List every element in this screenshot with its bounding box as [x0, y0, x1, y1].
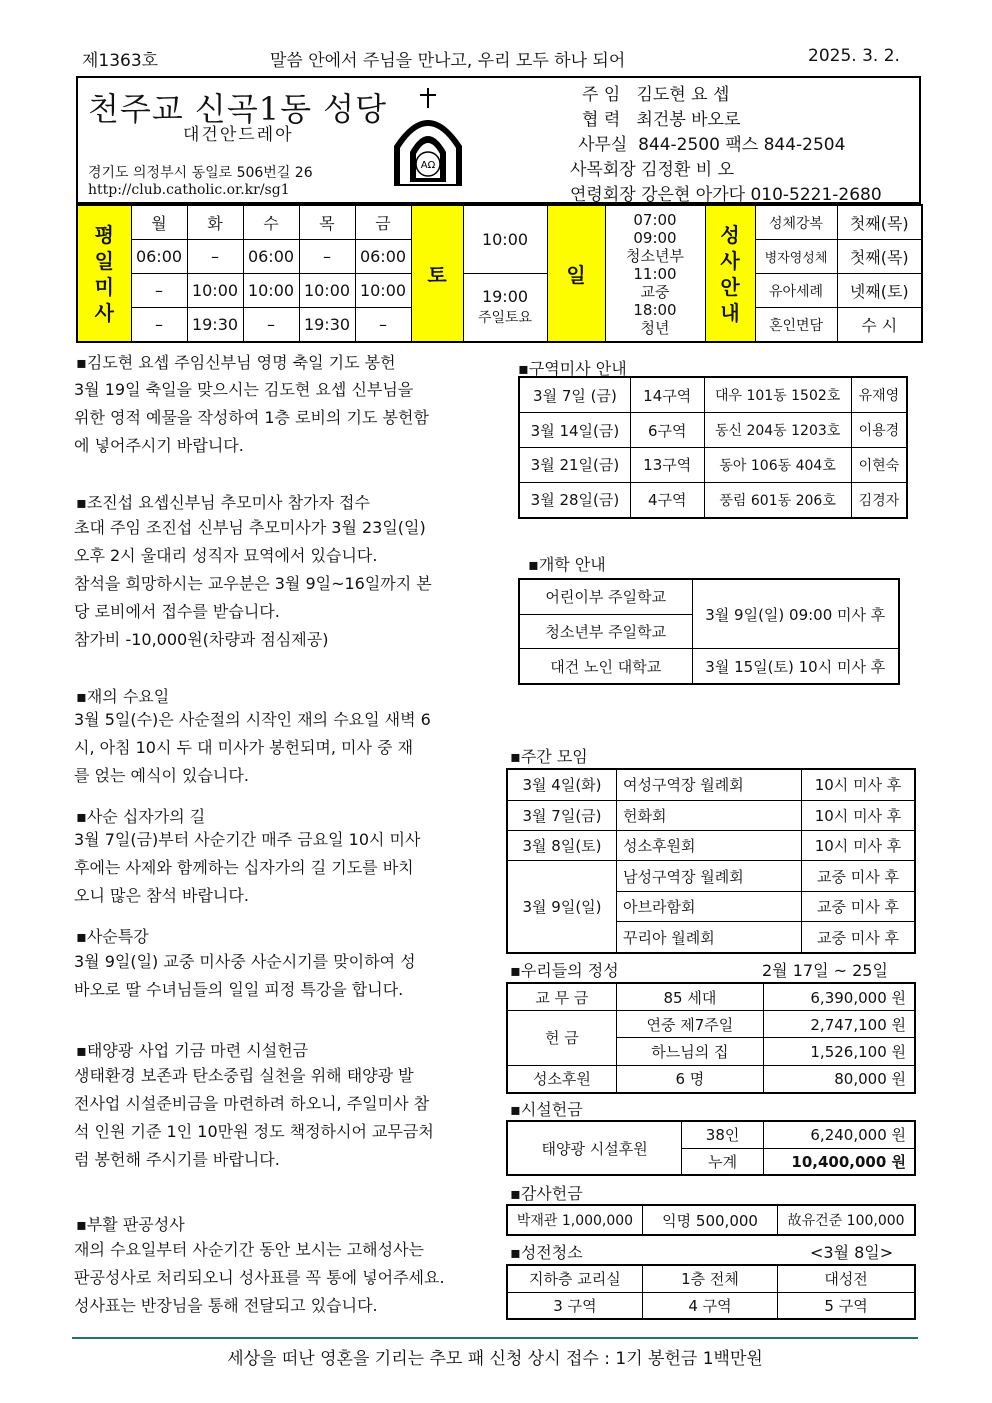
offering-title: ▪우리들의 정성 [510, 961, 619, 980]
logo-letters: AΩ [420, 160, 436, 171]
church-title: 천주교 신곡1동 성당 [88, 90, 387, 128]
offering-table: 교 무 금 85 세대 6,390,000 원 헌 금 연중 제7주일 2,747,100 원 하느님의 집 1,526,100 원 성소후원 6 명 80,000 원 [506, 982, 916, 1094]
thanks-title: ▪감사헌금 [510, 1184, 583, 1203]
notice-title: ▪김도현 요셉 주임신부님 영명 축일 기도 봉헌 [76, 353, 396, 372]
mass-time: 10:00 [299, 274, 355, 308]
mass-schedule-table [76, 204, 923, 343]
staff-name: 김도현 요 셉 [636, 85, 730, 105]
staff-name: 최건봉 바오로 [636, 110, 741, 130]
staff-name: 강은현 아가다 010-5221-2680 [641, 185, 882, 205]
mass-time: 19:30 [187, 308, 243, 343]
notice-body: 3월 9일(일) 교중 미사중 사순시기를 맞이하여 성 바오로 딸 수녀님들의 일일 피정 특강을 합니다. [74, 952, 416, 999]
mass-time: – [131, 274, 187, 308]
day-header: 화 [187, 205, 243, 240]
sacrament-guide-label: 성 사 안 내 [705, 205, 755, 342]
saturday-label: 토 [411, 205, 463, 342]
notice-body: 재의 수요일부터 사순기간 동안 보시는 고해성사는 판공성사로 처리되오니 성사표를 꼭 통에 넣어주세요. 성사표는 반장님을 통해 전달되고 있습니다. [74, 1240, 445, 1315]
weekly-title: ▪주간 모임 [510, 747, 588, 766]
thanks-table: 박재관 1,000,000 익명 500,000 故유건준 100,000 [506, 1204, 916, 1236]
guide-value: 첫째(목) [837, 240, 922, 274]
day-header: 월 [131, 205, 187, 240]
guide-item: 병자영성체 [755, 240, 837, 274]
mass-time: – [243, 308, 299, 343]
church-header [76, 76, 921, 204]
church-url[interactable]: http://club.catholic.or.kr/sg1 [88, 182, 290, 198]
sunday-times: 07:00 09:00 청소년부 11:00 교중 18:00 청년 [605, 205, 705, 342]
cleaning-date: <3월 8일> [810, 1243, 894, 1262]
notice-body: 3월 19일 축일을 맞으시는 김도현 요셉 신부님을 위한 영적 예물을 작성하여 1층 로비의 기도 봉헌함 에 넣어주시기 바랍니다. [74, 380, 429, 455]
mass-time: 19:30 [299, 308, 355, 343]
notice-title: ▪태양광 사업 기금 마련 시설헌금 [76, 1041, 309, 1060]
district-mass-table: 3월 7일 (금) 14구역 대우 101동 1502호 유재영 3월 14일(금) 6구역 동신 204동 1203호 이용경 3월 21일(금) 13구역 동아 106동 404호 이현숙 3월 28일(금) 4구역 풍림 601동 206호 김경자 [518, 376, 908, 519]
notice-body: 3월 7일(금)부터 사순기간 매주 금요일 10시 미사 후에는 사제와 함께하는 십자가의 길 기도를 바치 오니 많은 참석 바랍니다. [74, 830, 421, 905]
mass-time: 10:00 [355, 274, 411, 308]
notice-title: ▪조진섭 요셉신부님 추모미사 참가자 접수 [76, 493, 370, 512]
guide-value: 넷째(토) [837, 274, 922, 308]
staff-name: 김정환 비 오 [641, 160, 735, 180]
guide-value: 수 시 [837, 308, 922, 343]
mass-time: 10:00 [187, 274, 243, 308]
footer-divider [72, 1337, 918, 1339]
mass-time: 06:00 [131, 240, 187, 274]
staff-role: 사목회장 [570, 160, 636, 180]
weekly-table: 3월 4일(화) 여성구역장 월례회 10시 미사 후 3월 7일(금) 헌화회 10시 미사 후 3월 8일(토) 성소후원회 10시 미사 후 3월 9일(일) 남성구역장 월례회 교중 미사 후 아브라함회 교중 미사 후 꾸리아 월례회 교중 미사 후 [506, 768, 916, 954]
mass-time: – [187, 240, 243, 274]
day-header: 목 [299, 205, 355, 240]
sunday-label: 일 [547, 205, 605, 342]
staff-role: 주 임 [582, 85, 621, 105]
staff-role: 연령회장 [570, 185, 636, 205]
footer-notice: 세상을 떠난 영혼을 기리는 추모 패 신청 상시 접수 : 1기 봉헌금 1백만원 [227, 1349, 763, 1369]
church-patron: 대건안드레아 [183, 125, 294, 145]
day-header: 수 [243, 205, 299, 240]
mass-time: 06:00 [243, 240, 299, 274]
guide-value: 첫째(목) [837, 205, 922, 240]
notice-title: ▪재의 수요일 [76, 687, 170, 706]
cleaning-title: ▪성전청소 [510, 1243, 583, 1262]
mass-time: – [355, 308, 411, 343]
mass-time: 06:00 [355, 240, 411, 274]
weekday-mass-label: 평 일 미 사 [77, 205, 131, 342]
district-mass-title: ▪구역미사 안내 [518, 359, 627, 378]
saturday-evening: 19:00 주일토요 [463, 274, 547, 343]
offering-period: 2월 17일 ~ 25일 [762, 961, 888, 980]
guide-item: 유아세례 [755, 274, 837, 308]
cleaning-table: 지하층 교리실 1층 전체 대성전 3 구역 4 구역 5 구역 [506, 1264, 916, 1320]
notice-title: ▪사순 십자가의 길 [76, 807, 206, 826]
facility-title: ▪시설헌금 [510, 1100, 583, 1119]
mass-time: – [131, 308, 187, 343]
church-address: 경기도 의정부시 동일로 506번길 26 [88, 165, 313, 181]
notice-title: ▪부활 판공성사 [76, 1215, 185, 1234]
mass-time: – [299, 240, 355, 274]
saturday-time: 10:00 [463, 205, 547, 274]
school-table: 어린이부 주일학교 3월 9일(일) 09:00 미사 후 청소년부 주일학교 대건 노인 대학교 3월 15일(토) 10시 미사 후 [518, 578, 900, 685]
church-logo-icon [386, 86, 470, 196]
notice-title: ▪사순특강 [76, 927, 149, 946]
issue-number: 제1363호 [82, 51, 159, 71]
staff-name: 844-2500 팩스 844-2504 [638, 135, 846, 155]
guide-item: 성체강복 [755, 205, 837, 240]
staff-role: 사무실 [578, 135, 628, 155]
motto: 말씀 안에서 주님을 만나고, 우리 모두 하나 되어 [270, 51, 626, 71]
facility-table: 태양광 시설후원 38인 6,240,000 원 누계 10,400,000 원 [506, 1120, 916, 1176]
day-header: 금 [355, 205, 411, 240]
school-title: ▪개학 안내 [528, 555, 606, 574]
guide-item: 혼인면담 [755, 308, 837, 343]
staff-role: 협 력 [582, 110, 621, 130]
mass-time: 10:00 [243, 274, 299, 308]
notice-body: 3월 5일(수)은 사순절의 시작인 재의 수요일 새벽 6 시, 아침 10시 두 대 미사가 봉헌되며, 미사 중 재 를 얹는 예식이 있습니다. [74, 710, 431, 785]
notice-body: 초대 주임 조진섭 신부님 추모미사가 3월 23일(일) 오후 2시 울대리 성직자 묘역에서 있습니다. 참석을 희망하시는 교우분은 3월 9일~16일까지 본 당 로비에서 접수를 받습니다. 참가비 -10,000원(차량과 점심제공) [74, 518, 432, 649]
issue-date: 2025. 3. 2. [808, 46, 900, 66]
notice-body: 생태환경 보존과 탄소중립 실천을 위해 태양광 발 전사업 시설준비금을 마련하려 하오니, 주일미사 참 석 인원 기준 1인 10만원 정도 책정하시어 교무금처 럼 봉헌해 주시기를 바랍니다. [74, 1066, 434, 1169]
